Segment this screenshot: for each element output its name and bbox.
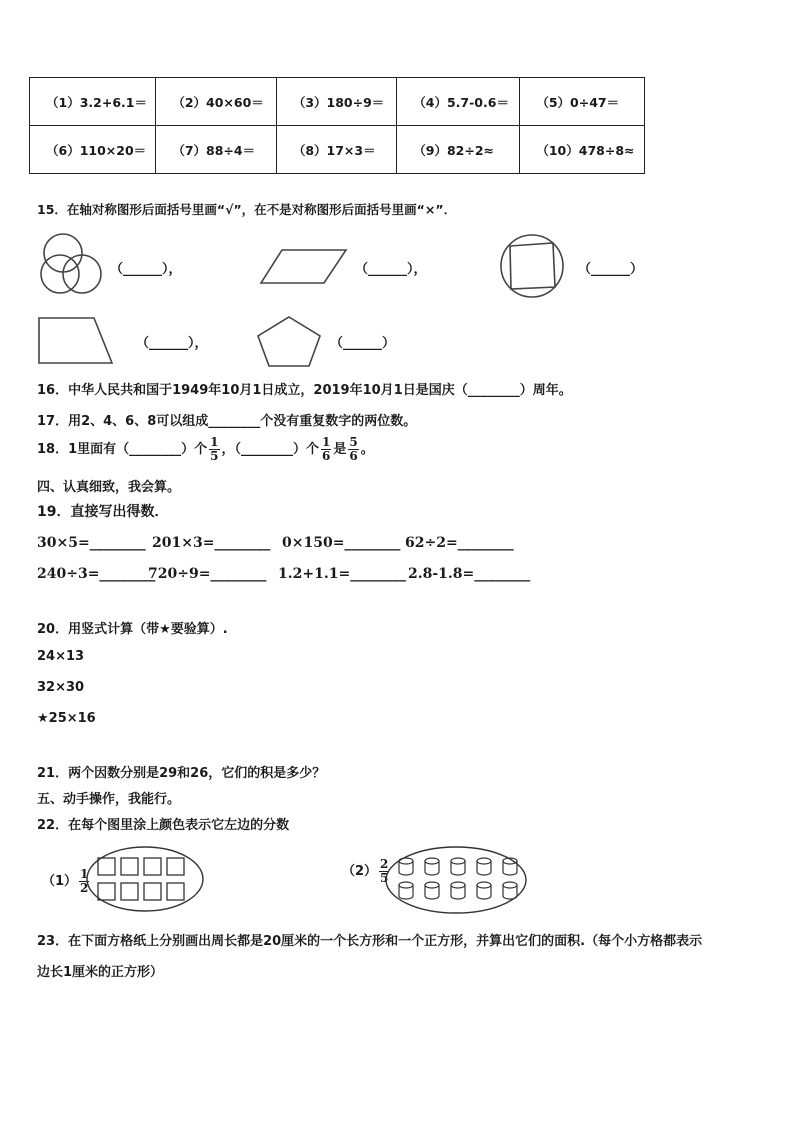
table-cell: （2）40×60＝ [156,78,276,126]
cylinder-icon[interactable] [425,882,439,899]
q19-item[interactable]: 1.2+1.1=________ [278,566,407,582]
q18-mid: ，（________）个 [221,442,320,457]
q22-title: 22．在每个图里涂上颜色表示它左边的分数 [37,818,290,833]
table-cell: （5）0÷47＝ [520,78,645,126]
parallelogram-icon [260,249,348,285]
cylinder-icon[interactable] [399,882,413,899]
calc-table [29,77,645,174]
fraction: $\frac{1}{5}$ [210,435,219,463]
q17-text: 17．用2、4、6、8可以组成________个没有重复数字的两位数。 [37,414,417,429]
small-square[interactable] [121,858,138,875]
table-cell: （7）88÷4＝ [156,126,276,174]
q22-part2-label: （2） $\frac{2}{5}$ [342,857,389,885]
small-square[interactable] [144,858,161,875]
fraction: $\frac{5}{6}$ [349,435,358,463]
q19-item[interactable]: 62÷2=________ [405,535,514,551]
q15-blank-1[interactable]: （______）， [110,262,182,277]
cylinder-icon[interactable] [425,858,439,875]
q23-line1: 23．在下面方格纸上分别画出周长都是20厘米的一个长方形和一个正方形，并算出它们的面积.（每个小方格都表示 [37,934,703,949]
table-cell: （10）478÷8≈ [520,126,645,174]
table-cell: （9）82÷2≈ [397,126,520,174]
table-row [30,78,645,126]
table-cell: （8）17×3＝ [276,126,396,174]
q18-prefix: 18．1里面有（________）个 [37,442,208,457]
q16-text: 16．中华人民共和国于1949年10月1日成立，2019年10月1日是国庆（________）周年。 [37,383,572,398]
q23-line2: 边长1厘米的正方形） [37,965,164,980]
q19-item[interactable]: 2.8-1.8=________ [408,566,531,582]
cylinder-icon[interactable] [503,858,517,875]
q20-item: 24×13 [37,649,85,664]
squares-oval [86,846,206,912]
q15-blank-4[interactable]: （______）， [136,336,208,351]
fraction: $\frac{1}{2}$ [80,867,89,895]
q19-title: 19．直接写出得数． [37,504,169,520]
square-in-circle-icon [500,234,564,298]
table-cell: （3）180÷9＝ [276,78,396,126]
small-square[interactable] [98,858,115,875]
q19-item[interactable]: 720÷9=________ [148,566,267,582]
table-cell: （4）5.7-0.6＝ [397,78,520,126]
section-4-title: 四、认真细致，我会算。 [37,480,181,495]
small-square[interactable] [144,883,161,900]
pentagon-icon [256,316,322,368]
q20-item: ★25×16 [37,711,96,726]
cylinder-icon[interactable] [477,882,491,899]
small-square[interactable] [98,883,115,900]
q19-item[interactable]: 240÷3=________ [37,566,156,582]
fraction: $\frac{1}{6}$ [322,435,331,463]
small-square[interactable] [167,858,184,875]
cylinder-icon[interactable] [451,858,465,875]
trapezoid-icon [38,317,114,365]
cylinders-oval [385,846,527,914]
cylinder-icon[interactable] [399,858,413,875]
section-5-title: 五、动手操作，我能行。 [37,792,181,807]
small-square[interactable] [121,883,138,900]
q18-text: 18．1里面有（________）个 $\frac{1}{5}$ ，（________）个 $\frac{1}{6}$ 是 $\frac{5}{6}$ 。 [37,435,374,463]
q20-item: 32×30 [37,680,85,695]
q21-text: 21．两个因数分别是29和26，它们的积是多少？ [37,766,326,781]
small-square[interactable] [167,883,184,900]
fraction: $\frac{2}{5}$ [380,857,389,885]
cylinder-icon[interactable] [503,882,517,899]
table-row [30,126,645,174]
q15-blank-3[interactable]: （______） [578,262,644,277]
q19-item[interactable]: 201×3=________ [152,535,271,551]
q15-blank-5[interactable]: （______） [330,336,396,351]
cylinder-icon[interactable] [477,858,491,875]
three-circles-icon [40,233,106,297]
table-cell: （6）110×20＝ [30,126,156,174]
cylinder-icon[interactable] [451,882,465,899]
q22-part1-label: （1） $\frac{1}{2}$ [42,867,89,895]
q15-blank-2[interactable]: （______）， [355,262,427,277]
q18-is: 是 [333,442,347,457]
q19-item[interactable]: 30×5=________ [37,535,146,551]
q15-text: 15．在轴对称图形后面括号里画“√”，在不是对称图形后面括号里画“×”． [37,202,457,217]
q19-item[interactable]: 0×150=________ [282,535,401,551]
table-cell: （1）3.2+6.1＝ [30,78,156,126]
q20-title: 20．用竖式计算（带★要验算）. [37,622,228,637]
